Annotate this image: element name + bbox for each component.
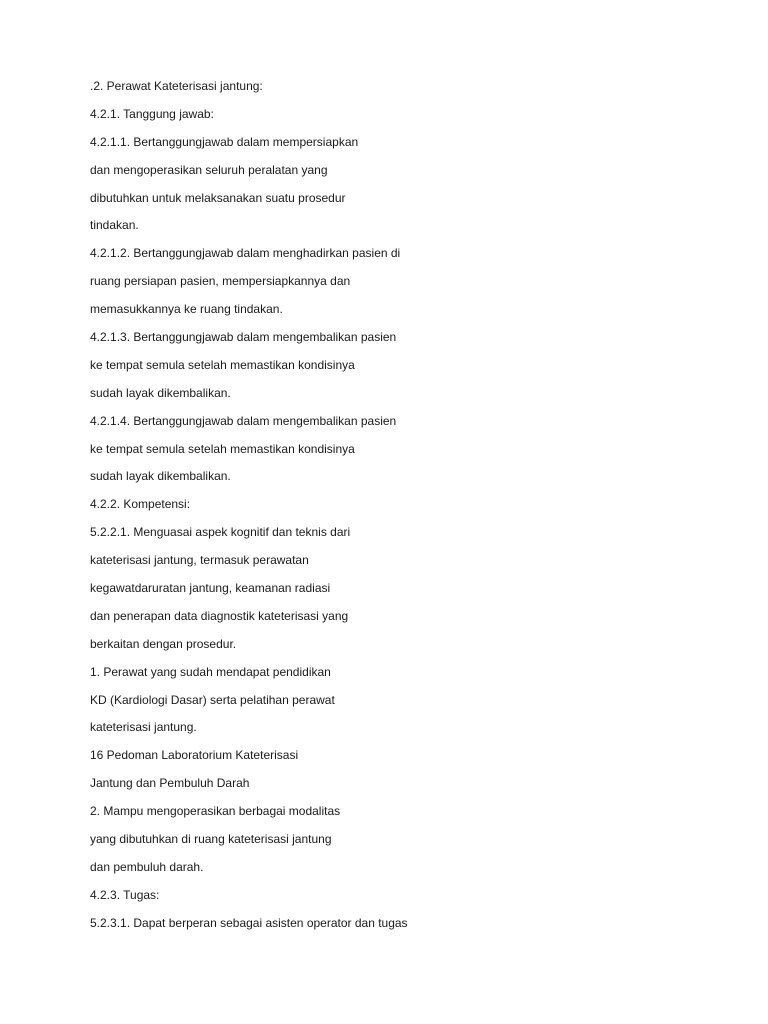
text-line: ke tempat semula setelah memastikan kondisinya — [90, 441, 355, 456]
text-line: 4.2.3. Tugas: — [90, 887, 160, 902]
text-line: 4.2.1.4. Bertanggungjawab dalam mengembalikan pasien — [90, 413, 397, 428]
text-line: yang dibutuhkan di ruang kateterisasi jantung — [90, 832, 332, 847]
text-line: dan mengoperasikan seluruh peralatan yang — [90, 162, 328, 177]
text-line: sudah layak dikembalikan. — [90, 469, 231, 484]
text-line: dibutuhkan untuk melaksanakan suatu prosedur — [90, 190, 346, 205]
text-line: 5.2.3.1. Dapat berperan sebagai asisten operator dan tugas — [90, 915, 408, 930]
text-line: sudah layak dikembalikan. — [90, 385, 231, 400]
text-line: Jantung dan Pembuluh Darah — [90, 776, 250, 791]
text-line: 16 Pedoman Laboratorium Kateterisasi — [90, 748, 299, 763]
text-line: KD (Kardiologi Dasar) serta pelatihan perawat — [90, 692, 335, 707]
text-line: tindakan. — [90, 218, 139, 233]
text-line: 4.2.1.3. Bertanggungjawab dalam mengembalikan pasien — [90, 330, 397, 345]
text-line: 4.2.2. Kompetensi: — [90, 497, 191, 512]
document-body — [90, 77, 408, 942]
text-line: memasukkannya ke ruang tindakan. — [90, 302, 283, 317]
text-line: 5.2.2.1. Menguasai aspek kognitif dan teknis dari — [90, 525, 351, 540]
text-line: .2. Perawat Kateterisasi jantung: — [90, 79, 263, 93]
text-line: 4.2.1. Tanggung jawab: — [90, 106, 214, 121]
text-line: dan pembuluh darah. — [90, 859, 204, 874]
text-line: 4.2.1.2. Bertanggungjawab dalam menghadirkan pasien di — [90, 246, 401, 261]
text-line: kegawatdaruratan jantung, keamanan radiasi — [90, 581, 331, 596]
text-line: 4.2.1.1. Bertanggungjawab dalam mempersiapkan — [90, 134, 359, 149]
text-line: 1. Perawat yang sudah mendapat pendidikan — [90, 664, 331, 679]
text-line: dan penerapan data diagnostik kateterisasi yang — [90, 608, 349, 623]
text-line: berkaitan dengan prosedur. — [90, 636, 237, 651]
text-line: ruang persiapan pasien, mempersiapkannya dan — [90, 274, 351, 289]
text-line: ke tempat semula setelah memastikan kondisinya — [90, 357, 355, 372]
text-line: kateterisasi jantung. — [90, 720, 197, 735]
text-line: 2. Mampu mengoperasikan berbagai modalitas — [90, 804, 341, 819]
text-line: kateterisasi jantung, termasuk perawatan — [90, 553, 309, 568]
